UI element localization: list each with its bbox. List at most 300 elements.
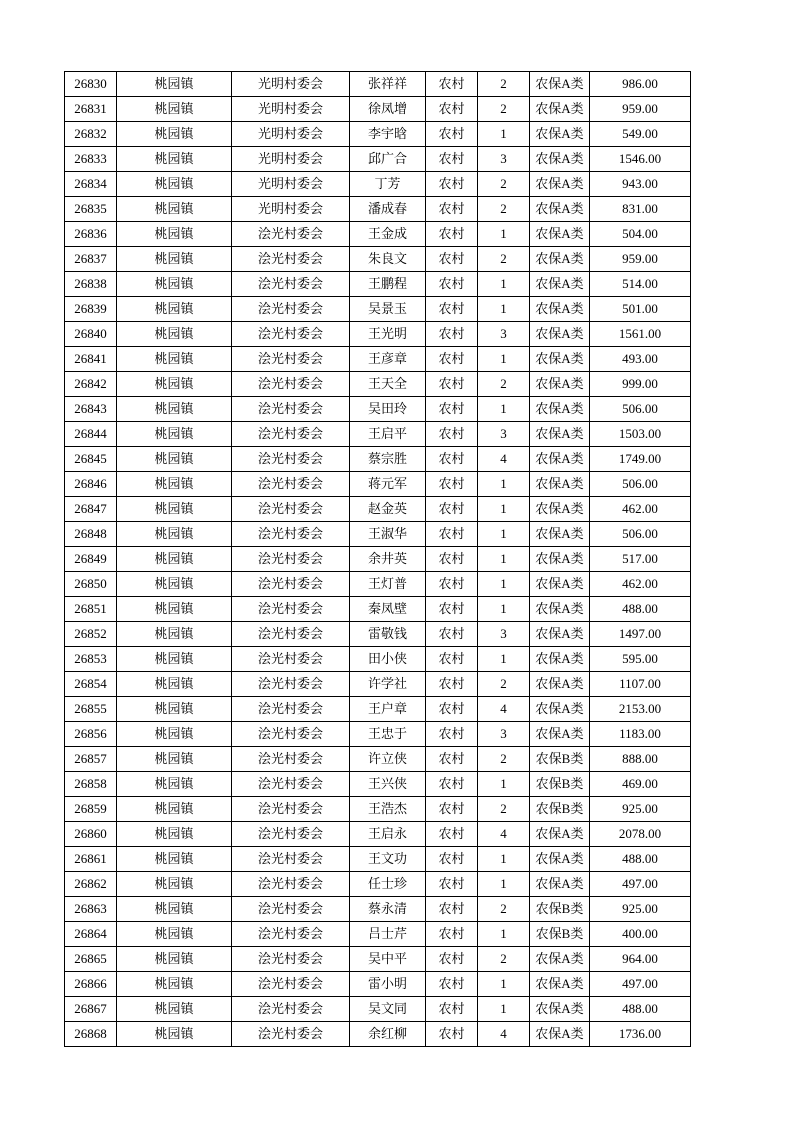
- cell-person-count: 2: [478, 747, 530, 772]
- cell-insurance-category: 农保A类: [530, 72, 590, 97]
- cell-insurance-category: 农保A类: [530, 822, 590, 847]
- cell-residence-type: 农村: [426, 497, 478, 522]
- cell-insurance-category: 农保A类: [530, 672, 590, 697]
- cell-insurance-category: 农保B类: [530, 922, 590, 947]
- cell-record-id: 26850: [65, 572, 117, 597]
- cell-town: 桃园镇: [117, 397, 232, 422]
- cell-village-committee: 浍光村委会: [232, 822, 350, 847]
- cell-insurance-category: 农保A类: [530, 647, 590, 672]
- cell-person-count: 3: [478, 722, 530, 747]
- cell-person-name: 邱广合: [350, 147, 426, 172]
- cell-amount: 925.00: [590, 797, 691, 822]
- cell-record-id: 26863: [65, 897, 117, 922]
- cell-insurance-category: 农保A类: [530, 872, 590, 897]
- cell-person-count: 4: [478, 697, 530, 722]
- cell-amount: 1749.00: [590, 447, 691, 472]
- cell-person-count: 1: [478, 772, 530, 797]
- cell-insurance-category: 农保A类: [530, 722, 590, 747]
- cell-amount: 506.00: [590, 522, 691, 547]
- cell-town: 桃园镇: [117, 847, 232, 872]
- cell-person-name: 王浩杰: [350, 797, 426, 822]
- cell-town: 桃园镇: [117, 147, 232, 172]
- table-row: [65, 422, 691, 447]
- cell-residence-type: 农村: [426, 347, 478, 372]
- cell-person-count: 1: [478, 472, 530, 497]
- cell-village-committee: 浍光村委会: [232, 797, 350, 822]
- cell-residence-type: 农村: [426, 397, 478, 422]
- cell-town: 桃园镇: [117, 272, 232, 297]
- cell-town: 桃园镇: [117, 547, 232, 572]
- cell-person-count: 2: [478, 97, 530, 122]
- cell-village-committee: 浍光村委会: [232, 572, 350, 597]
- cell-record-id: 26856: [65, 722, 117, 747]
- cell-record-id: 26865: [65, 947, 117, 972]
- cell-person-name: 朱良文: [350, 247, 426, 272]
- cell-amount: 493.00: [590, 347, 691, 372]
- cell-amount: 595.00: [590, 647, 691, 672]
- cell-amount: 497.00: [590, 872, 691, 897]
- table-row: [65, 122, 691, 147]
- cell-town: 桃园镇: [117, 72, 232, 97]
- cell-person-name: 田小侠: [350, 647, 426, 672]
- roster-table: [64, 71, 691, 1047]
- cell-town: 桃园镇: [117, 897, 232, 922]
- cell-town: 桃园镇: [117, 947, 232, 972]
- cell-village-committee: 浍光村委会: [232, 872, 350, 897]
- table-row: [65, 297, 691, 322]
- cell-person-count: 2: [478, 247, 530, 272]
- table-row: [65, 997, 691, 1022]
- table-row: [65, 572, 691, 597]
- cell-insurance-category: 农保A类: [530, 547, 590, 572]
- cell-town: 桃园镇: [117, 522, 232, 547]
- cell-record-id: 26841: [65, 347, 117, 372]
- cell-insurance-category: 农保B类: [530, 797, 590, 822]
- cell-person-name: 王户章: [350, 697, 426, 722]
- cell-record-id: 26868: [65, 1022, 117, 1047]
- cell-record-id: 26837: [65, 247, 117, 272]
- table-row: [65, 772, 691, 797]
- cell-insurance-category: 农保A类: [530, 422, 590, 447]
- cell-person-count: 3: [478, 322, 530, 347]
- cell-residence-type: 农村: [426, 722, 478, 747]
- cell-amount: 506.00: [590, 397, 691, 422]
- cell-town: 桃园镇: [117, 822, 232, 847]
- cell-record-id: 26842: [65, 372, 117, 397]
- cell-village-committee: 浍光村委会: [232, 597, 350, 622]
- cell-residence-type: 农村: [426, 447, 478, 472]
- cell-person-name: 余井英: [350, 547, 426, 572]
- cell-amount: 514.00: [590, 272, 691, 297]
- table-row: [65, 847, 691, 872]
- table-row: [65, 272, 691, 297]
- table-row: [65, 1022, 691, 1047]
- cell-insurance-category: 农保A类: [530, 997, 590, 1022]
- cell-person-name: 吴景玉: [350, 297, 426, 322]
- cell-town: 桃园镇: [117, 1022, 232, 1047]
- cell-residence-type: 农村: [426, 597, 478, 622]
- table-row: [65, 372, 691, 397]
- cell-amount: 1497.00: [590, 622, 691, 647]
- cell-residence-type: 农村: [426, 647, 478, 672]
- cell-person-count: 4: [478, 447, 530, 472]
- cell-record-id: 26857: [65, 747, 117, 772]
- cell-record-id: 26858: [65, 772, 117, 797]
- cell-residence-type: 农村: [426, 572, 478, 597]
- cell-person-name: 王淑华: [350, 522, 426, 547]
- cell-person-count: 1: [478, 972, 530, 997]
- cell-amount: 943.00: [590, 172, 691, 197]
- cell-person-count: 2: [478, 947, 530, 972]
- cell-person-name: 蔡永清: [350, 897, 426, 922]
- cell-residence-type: 农村: [426, 747, 478, 772]
- cell-insurance-category: 农保A类: [530, 122, 590, 147]
- cell-record-id: 26831: [65, 97, 117, 122]
- cell-residence-type: 农村: [426, 872, 478, 897]
- cell-village-committee: 光明村委会: [232, 147, 350, 172]
- cell-person-count: 1: [478, 497, 530, 522]
- cell-residence-type: 农村: [426, 97, 478, 122]
- cell-insurance-category: 农保A类: [530, 947, 590, 972]
- table-row: [65, 872, 691, 897]
- cell-residence-type: 农村: [426, 422, 478, 447]
- table-row: [65, 497, 691, 522]
- cell-person-name: 许学社: [350, 672, 426, 697]
- cell-insurance-category: 农保A类: [530, 197, 590, 222]
- cell-person-name: 王彦章: [350, 347, 426, 372]
- table-row: [65, 197, 691, 222]
- cell-person-count: 1: [478, 597, 530, 622]
- cell-insurance-category: 农保A类: [530, 322, 590, 347]
- cell-amount: 506.00: [590, 472, 691, 497]
- cell-person-name: 雷敬钱: [350, 622, 426, 647]
- table-row: [65, 622, 691, 647]
- cell-record-id: 26843: [65, 397, 117, 422]
- table-row: [65, 922, 691, 947]
- cell-residence-type: 农村: [426, 672, 478, 697]
- cell-insurance-category: 农保A类: [530, 1022, 590, 1047]
- cell-person-name: 吴中平: [350, 947, 426, 972]
- cell-insurance-category: 农保A类: [530, 347, 590, 372]
- cell-amount: 1736.00: [590, 1022, 691, 1047]
- cell-person-name: 秦凤壁: [350, 597, 426, 622]
- cell-amount: 462.00: [590, 497, 691, 522]
- cell-residence-type: 农村: [426, 197, 478, 222]
- table-row: [65, 672, 691, 697]
- cell-town: 桃园镇: [117, 172, 232, 197]
- cell-person-name: 吕士芹: [350, 922, 426, 947]
- cell-record-id: 26844: [65, 422, 117, 447]
- cell-insurance-category: 农保A类: [530, 172, 590, 197]
- cell-record-id: 26853: [65, 647, 117, 672]
- table-row: [65, 397, 691, 422]
- cell-residence-type: 农村: [426, 697, 478, 722]
- cell-person-name: 余红柳: [350, 1022, 426, 1047]
- cell-person-count: 1: [478, 222, 530, 247]
- cell-insurance-category: 农保A类: [530, 972, 590, 997]
- cell-village-committee: 光明村委会: [232, 172, 350, 197]
- cell-record-id: 26836: [65, 222, 117, 247]
- cell-village-committee: 浍光村委会: [232, 272, 350, 297]
- cell-village-committee: 浍光村委会: [232, 722, 350, 747]
- cell-village-committee: 浍光村委会: [232, 697, 350, 722]
- cell-person-count: 1: [478, 647, 530, 672]
- cell-record-id: 26830: [65, 72, 117, 97]
- cell-town: 桃园镇: [117, 497, 232, 522]
- cell-amount: 1546.00: [590, 147, 691, 172]
- cell-town: 桃园镇: [117, 722, 232, 747]
- cell-town: 桃园镇: [117, 297, 232, 322]
- cell-insurance-category: 农保A类: [530, 447, 590, 472]
- table-row: [65, 72, 691, 97]
- cell-residence-type: 农村: [426, 847, 478, 872]
- cell-village-committee: 浍光村委会: [232, 672, 350, 697]
- cell-residence-type: 农村: [426, 797, 478, 822]
- table-row: [65, 972, 691, 997]
- cell-insurance-category: 农保A类: [530, 297, 590, 322]
- cell-record-id: 26846: [65, 472, 117, 497]
- cell-residence-type: 农村: [426, 547, 478, 572]
- cell-record-id: 26848: [65, 522, 117, 547]
- cell-amount: 959.00: [590, 247, 691, 272]
- cell-person-name: 王启永: [350, 822, 426, 847]
- cell-record-id: 26851: [65, 597, 117, 622]
- cell-insurance-category: 农保B类: [530, 772, 590, 797]
- cell-town: 桃园镇: [117, 122, 232, 147]
- cell-village-committee: 浍光村委会: [232, 847, 350, 872]
- cell-town: 桃园镇: [117, 672, 232, 697]
- cell-person-count: 1: [478, 347, 530, 372]
- cell-person-name: 王光明: [350, 322, 426, 347]
- cell-town: 桃园镇: [117, 747, 232, 772]
- cell-residence-type: 农村: [426, 147, 478, 172]
- cell-amount: 2078.00: [590, 822, 691, 847]
- cell-person-count: 3: [478, 622, 530, 647]
- cell-village-committee: 浍光村委会: [232, 347, 350, 372]
- cell-village-committee: 光明村委会: [232, 97, 350, 122]
- cell-person-count: 2: [478, 197, 530, 222]
- cell-village-committee: 浍光村委会: [232, 522, 350, 547]
- cell-record-id: 26845: [65, 447, 117, 472]
- cell-insurance-category: 农保B类: [530, 897, 590, 922]
- cell-insurance-category: 农保A类: [530, 522, 590, 547]
- cell-town: 桃园镇: [117, 622, 232, 647]
- cell-amount: 1183.00: [590, 722, 691, 747]
- cell-amount: 549.00: [590, 122, 691, 147]
- cell-village-committee: 浍光村委会: [232, 547, 350, 572]
- cell-person-count: 1: [478, 547, 530, 572]
- cell-residence-type: 农村: [426, 522, 478, 547]
- cell-town: 桃园镇: [117, 222, 232, 247]
- cell-village-committee: 浍光村委会: [232, 947, 350, 972]
- cell-village-committee: 浍光村委会: [232, 397, 350, 422]
- cell-person-name: 蒋元军: [350, 472, 426, 497]
- cell-insurance-category: 农保A类: [530, 97, 590, 122]
- table-row: [65, 172, 691, 197]
- cell-record-id: 26840: [65, 322, 117, 347]
- cell-town: 桃园镇: [117, 322, 232, 347]
- cell-residence-type: 农村: [426, 372, 478, 397]
- cell-village-committee: 浍光村委会: [232, 1022, 350, 1047]
- cell-record-id: 26866: [65, 972, 117, 997]
- cell-village-committee: 浍光村委会: [232, 647, 350, 672]
- cell-town: 桃园镇: [117, 447, 232, 472]
- cell-town: 桃园镇: [117, 697, 232, 722]
- cell-insurance-category: 农保A类: [530, 572, 590, 597]
- cell-person-name: 李宇晗: [350, 122, 426, 147]
- cell-town: 桃园镇: [117, 422, 232, 447]
- table-row: [65, 247, 691, 272]
- cell-person-name: 张祥祥: [350, 72, 426, 97]
- cell-residence-type: 农村: [426, 247, 478, 272]
- cell-record-id: 26852: [65, 622, 117, 647]
- cell-town: 桃园镇: [117, 797, 232, 822]
- cell-town: 桃园镇: [117, 597, 232, 622]
- cell-insurance-category: 农保A类: [530, 697, 590, 722]
- cell-record-id: 26862: [65, 872, 117, 897]
- table-row: [65, 547, 691, 572]
- table-row: [65, 447, 691, 472]
- cell-record-id: 26838: [65, 272, 117, 297]
- cell-insurance-category: 农保A类: [530, 622, 590, 647]
- cell-person-count: 2: [478, 72, 530, 97]
- cell-town: 桃园镇: [117, 922, 232, 947]
- cell-record-id: 26833: [65, 147, 117, 172]
- table-row: [65, 597, 691, 622]
- cell-amount: 504.00: [590, 222, 691, 247]
- cell-amount: 488.00: [590, 847, 691, 872]
- cell-residence-type: 农村: [426, 997, 478, 1022]
- cell-record-id: 26849: [65, 547, 117, 572]
- cell-town: 桃园镇: [117, 97, 232, 122]
- cell-town: 桃园镇: [117, 572, 232, 597]
- cell-person-name: 吴文同: [350, 997, 426, 1022]
- cell-amount: 959.00: [590, 97, 691, 122]
- roster-table-body: [65, 72, 691, 1047]
- table-row: [65, 347, 691, 372]
- cell-amount: 986.00: [590, 72, 691, 97]
- cell-village-committee: 浍光村委会: [232, 447, 350, 472]
- cell-amount: 888.00: [590, 747, 691, 772]
- cell-person-name: 王鹏程: [350, 272, 426, 297]
- cell-residence-type: 农村: [426, 972, 478, 997]
- cell-residence-type: 农村: [426, 947, 478, 972]
- cell-person-count: 2: [478, 372, 530, 397]
- cell-residence-type: 农村: [426, 172, 478, 197]
- cell-record-id: 26867: [65, 997, 117, 1022]
- table-row: [65, 747, 691, 772]
- cell-amount: 1503.00: [590, 422, 691, 447]
- cell-residence-type: 农村: [426, 1022, 478, 1047]
- table-row: [65, 222, 691, 247]
- cell-town: 桃园镇: [117, 347, 232, 372]
- cell-person-count: 4: [478, 822, 530, 847]
- cell-amount: 964.00: [590, 947, 691, 972]
- cell-amount: 462.00: [590, 572, 691, 597]
- table-row: [65, 722, 691, 747]
- cell-person-count: 1: [478, 997, 530, 1022]
- cell-residence-type: 农村: [426, 772, 478, 797]
- cell-person-name: 任士珍: [350, 872, 426, 897]
- cell-record-id: 26854: [65, 672, 117, 697]
- cell-residence-type: 农村: [426, 822, 478, 847]
- table-row: [65, 97, 691, 122]
- cell-person-count: 4: [478, 1022, 530, 1047]
- table-row: [65, 822, 691, 847]
- table-row: [65, 472, 691, 497]
- cell-amount: 1561.00: [590, 322, 691, 347]
- cell-village-committee: 浍光村委会: [232, 922, 350, 947]
- cell-town: 桃园镇: [117, 647, 232, 672]
- cell-town: 桃园镇: [117, 972, 232, 997]
- cell-village-committee: 浍光村委会: [232, 897, 350, 922]
- cell-record-id: 26860: [65, 822, 117, 847]
- cell-amount: 999.00: [590, 372, 691, 397]
- cell-insurance-category: 农保A类: [530, 272, 590, 297]
- cell-person-count: 1: [478, 847, 530, 872]
- cell-insurance-category: 农保A类: [530, 372, 590, 397]
- cell-person-name: 赵金英: [350, 497, 426, 522]
- cell-village-committee: 光明村委会: [232, 122, 350, 147]
- table-row: [65, 147, 691, 172]
- cell-residence-type: 农村: [426, 472, 478, 497]
- cell-person-name: 潘成春: [350, 197, 426, 222]
- cell-residence-type: 农村: [426, 72, 478, 97]
- cell-village-committee: 浍光村委会: [232, 297, 350, 322]
- cell-person-name: 王金成: [350, 222, 426, 247]
- cell-amount: 488.00: [590, 997, 691, 1022]
- cell-residence-type: 农村: [426, 622, 478, 647]
- cell-town: 桃园镇: [117, 472, 232, 497]
- cell-person-name: 蔡宗胜: [350, 447, 426, 472]
- cell-amount: 488.00: [590, 597, 691, 622]
- cell-record-id: 26832: [65, 122, 117, 147]
- cell-person-count: 1: [478, 122, 530, 147]
- cell-person-count: 1: [478, 272, 530, 297]
- cell-person-name: 王兴侠: [350, 772, 426, 797]
- cell-residence-type: 农村: [426, 922, 478, 947]
- cell-person-name: 徐凤增: [350, 97, 426, 122]
- table-row: [65, 647, 691, 672]
- cell-record-id: 26855: [65, 697, 117, 722]
- cell-amount: 925.00: [590, 897, 691, 922]
- cell-insurance-category: 农保A类: [530, 247, 590, 272]
- cell-person-count: 1: [478, 572, 530, 597]
- cell-record-id: 26859: [65, 797, 117, 822]
- cell-record-id: 26864: [65, 922, 117, 947]
- cell-town: 桃园镇: [117, 772, 232, 797]
- table-row: [65, 947, 691, 972]
- cell-amount: 2153.00: [590, 697, 691, 722]
- cell-person-name: 王启平: [350, 422, 426, 447]
- cell-residence-type: 农村: [426, 322, 478, 347]
- cell-person-count: 1: [478, 297, 530, 322]
- cell-record-id: 26835: [65, 197, 117, 222]
- cell-village-committee: 光明村委会: [232, 197, 350, 222]
- cell-residence-type: 农村: [426, 272, 478, 297]
- cell-insurance-category: 农保A类: [530, 397, 590, 422]
- cell-village-committee: 浍光村委会: [232, 322, 350, 347]
- cell-insurance-category: 农保A类: [530, 497, 590, 522]
- cell-village-committee: 浍光村委会: [232, 997, 350, 1022]
- table-row: [65, 697, 691, 722]
- cell-town: 桃园镇: [117, 872, 232, 897]
- cell-person-count: 2: [478, 672, 530, 697]
- cell-residence-type: 农村: [426, 897, 478, 922]
- cell-person-count: 2: [478, 897, 530, 922]
- cell-village-committee: 浍光村委会: [232, 622, 350, 647]
- cell-village-committee: 浍光村委会: [232, 772, 350, 797]
